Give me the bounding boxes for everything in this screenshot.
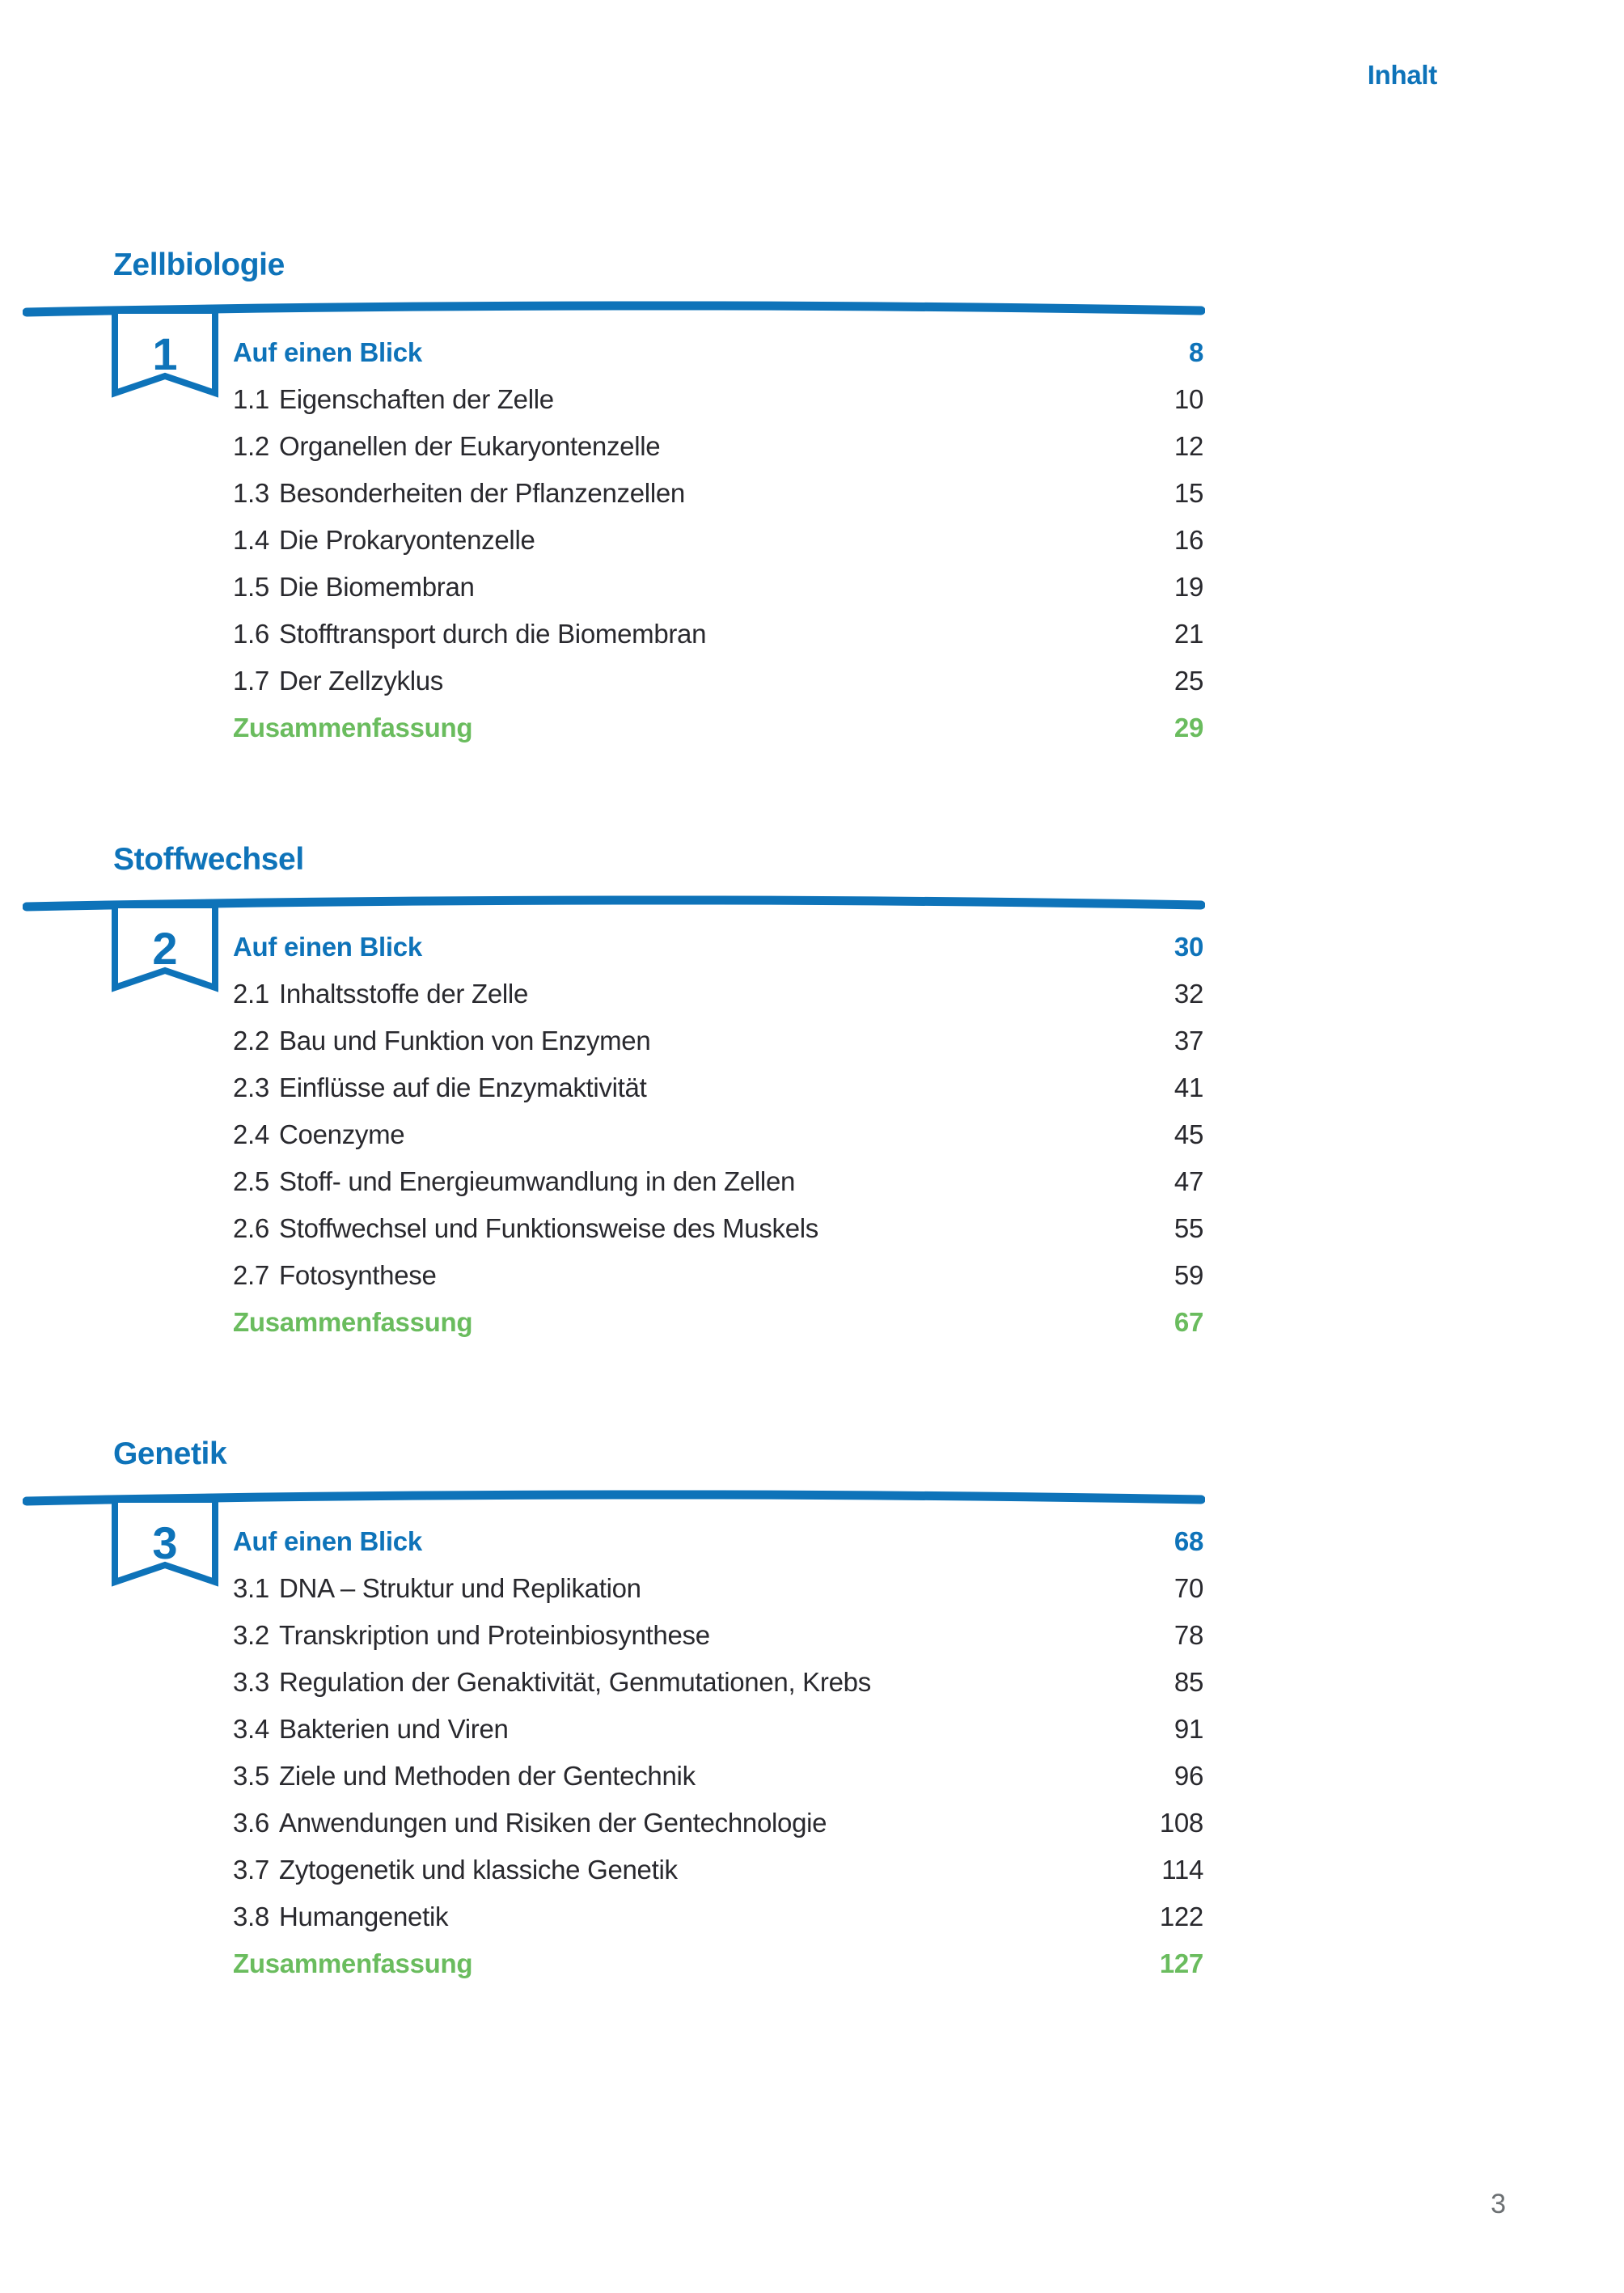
entry-label: DNA – Struktur und Replikation: [279, 1572, 641, 1603]
entry-number: 3.5: [233, 1760, 269, 1791]
entry-label: Zusammenfassung: [233, 1948, 473, 1978]
entry-page-number: 47: [1174, 1166, 1203, 1196]
toc-row[interactable]: [233, 1705, 1203, 1752]
toc-row[interactable]: [233, 704, 1203, 751]
entry-number: 3.3: [233, 1666, 269, 1697]
entry-label: Eigenschaften der Zelle: [279, 383, 554, 414]
toc-row[interactable]: [233, 1251, 1203, 1298]
entry-number: 2.6: [233, 1212, 269, 1243]
chapter-number: 1: [152, 328, 178, 379]
entry-number: 2.2: [233, 1025, 269, 1056]
entry-label: Inhaltsstoffe der Zelle: [279, 978, 529, 1009]
entry-label: Ziele und Methoden der Gentechnik: [279, 1760, 696, 1791]
chapter-number: 2: [152, 923, 178, 974]
entry-page-number: 114: [1161, 1854, 1203, 1885]
toc-row[interactable]: [233, 1799, 1203, 1846]
entry-page-number: 16: [1174, 524, 1203, 555]
entry-page-number: 41: [1174, 1072, 1203, 1102]
entry-label: Die Prokaryontenzelle: [279, 524, 535, 555]
entry-number: 3.6: [233, 1807, 269, 1838]
toc-row[interactable]: [233, 657, 1203, 704]
entry-number: 3.4: [233, 1713, 269, 1744]
chapter-number: 3: [152, 1517, 178, 1568]
section-title: Genetik: [113, 1436, 227, 1471]
entry-label: Bakterien und Viren: [279, 1713, 509, 1744]
entry-label: Einflüsse auf die Enzymaktivität: [279, 1072, 647, 1102]
entry-number: 2.1: [233, 978, 269, 1009]
toc-row[interactable]: [233, 1111, 1203, 1157]
entry-label: Die Biomembran: [279, 571, 475, 602]
entry-label: Anwendungen und Risiken der Gentechnologie: [279, 1807, 827, 1838]
toc-row[interactable]: [233, 1017, 1203, 1064]
entry-page-number: 55: [1174, 1212, 1203, 1243]
entry-label: Bau und Funktion von Enzymen: [279, 1025, 651, 1056]
running-head: Inhalt: [1367, 60, 1437, 90]
toc-section-stoffwechsel: [0, 842, 1624, 1360]
entry-number: 3.8: [233, 1901, 269, 1931]
entry-number: 1.3: [233, 477, 269, 508]
toc-row[interactable]: [233, 469, 1203, 516]
entry-label: Auf einen Blick: [233, 1525, 422, 1556]
toc-entry-list: [233, 923, 1203, 1345]
entry-label: Auf einen Blick: [233, 336, 422, 367]
toc-row[interactable]: [233, 1752, 1203, 1799]
entry-page-number: 91: [1174, 1713, 1203, 1744]
toc-entry-list: [233, 328, 1203, 751]
entry-number: 3.1: [233, 1572, 269, 1603]
entry-page-number: 68: [1174, 1525, 1203, 1556]
toc-row[interactable]: [233, 1298, 1203, 1345]
entry-label: Stofftransport durch die Biomembran: [279, 618, 707, 649]
toc-section-zellbiologie: [0, 247, 1624, 765]
entry-number: 2.3: [233, 1072, 269, 1102]
toc-row[interactable]: [233, 422, 1203, 469]
entry-page-number: 12: [1174, 430, 1203, 461]
entry-label: Zytogenetik und klassiche Genetik: [279, 1854, 678, 1885]
entry-page-number: 108: [1159, 1807, 1203, 1838]
entry-page-number: 59: [1174, 1259, 1203, 1290]
entry-number: 3.2: [233, 1619, 269, 1650]
entry-page-number: 25: [1174, 665, 1203, 696]
toc-row[interactable]: [233, 1893, 1203, 1940]
entry-number: 1.6: [233, 618, 269, 649]
entry-page-number: 96: [1174, 1760, 1203, 1791]
entry-page-number: 122: [1159, 1901, 1203, 1931]
toc-row[interactable]: [233, 1204, 1203, 1251]
toc-row[interactable]: [233, 970, 1203, 1017]
entry-page-number: 21: [1174, 618, 1203, 649]
entry-label: Humangenetik: [279, 1901, 449, 1931]
entry-number: 1.7: [233, 665, 269, 696]
toc-row[interactable]: [233, 1064, 1203, 1111]
entry-number: 3.7: [233, 1854, 269, 1885]
toc-section-genetik: [0, 1436, 1624, 1978]
entry-label: Zusammenfassung: [233, 712, 473, 742]
entry-number: 2.5: [233, 1166, 269, 1196]
toc-row[interactable]: [233, 610, 1203, 657]
section-title: Zellbiologie: [113, 247, 285, 282]
toc-row[interactable]: [233, 1564, 1203, 1611]
toc-row[interactable]: [233, 1517, 1203, 1564]
chapter-badge-icon: [112, 902, 218, 997]
entry-label: Regulation der Genaktivität, Genmutationen, Krebs: [279, 1666, 871, 1697]
entry-page-number: 78: [1174, 1619, 1203, 1650]
entry-page-number: 19: [1174, 571, 1203, 602]
entry-page-number: 67: [1174, 1306, 1203, 1337]
toc-row[interactable]: [233, 1611, 1203, 1658]
entry-label: Besonderheiten der Pflanzenzellen: [279, 477, 685, 508]
toc-row[interactable]: [233, 563, 1203, 610]
entry-page-number: 10: [1174, 383, 1203, 414]
section-title: Stoffwechsel: [113, 842, 304, 877]
toc-row[interactable]: [233, 1157, 1203, 1204]
entry-label: Auf einen Blick: [233, 931, 422, 962]
entry-number: 1.1: [233, 383, 269, 414]
entry-number: 2.7: [233, 1259, 269, 1290]
entry-page-number: 85: [1174, 1666, 1203, 1697]
entry-number: 1.2: [233, 430, 269, 461]
toc-row[interactable]: [233, 923, 1203, 970]
entry-number: 1.4: [233, 524, 269, 555]
entry-label: Coenzyme: [279, 1119, 405, 1149]
entry-label: Fotosynthese: [279, 1259, 437, 1290]
entry-page-number: 29: [1174, 712, 1203, 742]
entry-label: Transkription und Proteinbiosynthese: [279, 1619, 710, 1650]
entry-label: Stoffwechsel und Funktionsweise des Muskels: [279, 1212, 819, 1243]
entry-number: 1.5: [233, 571, 269, 602]
toc-row[interactable]: [233, 1846, 1203, 1893]
entry-page-number: 45: [1174, 1119, 1203, 1149]
toc-row[interactable]: [233, 375, 1203, 422]
toc-row[interactable]: [233, 1658, 1203, 1705]
toc-row[interactable]: [233, 1940, 1203, 1986]
entry-page-number: 15: [1174, 477, 1203, 508]
entry-label: Organellen der Eukaryontenzelle: [279, 430, 661, 461]
entry-label: Stoff- und Energieumwandlung in den Zellen: [279, 1166, 796, 1196]
entry-page-number: 8: [1188, 336, 1203, 367]
entry-page-number: 70: [1174, 1572, 1203, 1603]
chapter-badge-icon: [112, 307, 218, 403]
chapter-badge-icon: [112, 1496, 218, 1592]
entry-page-number: 37: [1174, 1025, 1203, 1056]
page-number: 3: [1491, 2189, 1506, 2219]
entry-page-number: 32: [1174, 978, 1203, 1009]
entry-label: Der Zellzyklus: [279, 665, 444, 696]
entry-page-number: 127: [1159, 1948, 1203, 1978]
toc-row[interactable]: [233, 328, 1203, 375]
entry-number: 2.4: [233, 1119, 269, 1149]
entry-label: Zusammenfassung: [233, 1306, 473, 1337]
toc-row[interactable]: [233, 516, 1203, 563]
entry-page-number: 30: [1174, 931, 1203, 962]
toc-entry-list: [233, 1517, 1203, 1986]
